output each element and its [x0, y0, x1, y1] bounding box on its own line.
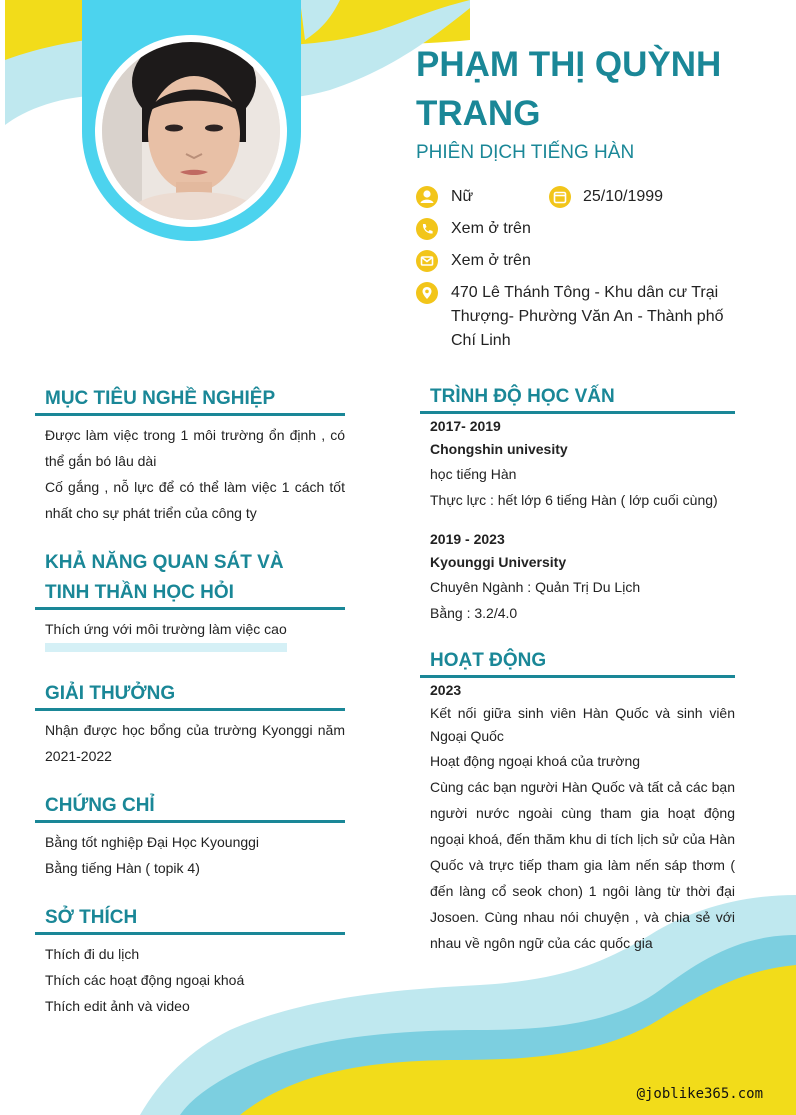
certificate-item: Bằng tốt nghiệp Đại Học Kyounggi: [45, 834, 260, 850]
activity-line: Quốc và trực tiếp tham gia làm nến sáp thơm (: [430, 857, 735, 873]
career-goal-line: Được làm việc trong 1 môi trường ổn định , có: [45, 427, 345, 443]
education-period: 2019 - 2023: [430, 531, 505, 547]
activities-title: HOẠT ĐỘNG: [430, 650, 547, 671]
birthday-value: 25/10/1999: [583, 188, 664, 205]
email-value: Xem ở trên: [451, 252, 531, 269]
hobby-item: Thích các hoạt động ngoại khoá: [45, 972, 245, 988]
education-school: Chongshin univesity: [430, 441, 568, 457]
activity-line: nhau về ngôn ngữ của các quốc gia: [430, 935, 653, 951]
candidate-name: PHẠM THỊ QUỲNH TRANG: [416, 45, 722, 133]
activity-line: đến làng cổ seok chon) 1 ngôi làng từ thời đại: [430, 883, 735, 899]
awards-rule: [35, 708, 345, 711]
career-goal-line: thể gắn bó lâu dài: [45, 453, 157, 469]
career-goal-rule: [35, 413, 345, 416]
education-period: 2017- 2019: [430, 418, 501, 434]
hobby-item: Thích đi du lịch: [45, 946, 140, 962]
awards-line: 2021-2022: [45, 748, 112, 764]
activity-line: Ngoại Quốc: [430, 728, 504, 744]
education-detail: học tiếng Hàn: [430, 466, 517, 482]
career-goal-line: Cố gắng , nỗ lực để có thể làm việc 1 cách tốt: [45, 479, 345, 495]
hobbies-title: SỞ THÍCH: [45, 907, 138, 928]
calendar-icon: [549, 186, 571, 208]
phone-icon: [416, 218, 438, 240]
skills-title-line1: KHẢ NĂNG QUAN SÁT VÀ: [45, 552, 284, 573]
watermark: @joblike365.com: [636, 1086, 763, 1102]
education-detail: Bằng : 3.2/4.0: [430, 605, 518, 621]
job-title: PHIÊN DỊCH TIẾNG HÀN: [416, 142, 635, 163]
activity-line: Cùng các bạn người Hàn Quốc và tất cả các bạn: [430, 779, 735, 795]
profile-photo: [102, 42, 280, 220]
education-detail: Chuyên Ngành : Quản Trị Du Lịch: [430, 579, 641, 595]
career-goal-title: MỤC TIÊU NGHỀ NGHIỆP: [45, 388, 276, 409]
career-goal-line: nhất cho sự phát triển của công ty: [45, 505, 257, 521]
certificates-title: CHỨNG CHỈ: [45, 795, 155, 816]
education-detail: Thực lực : hết lớp 6 tiếng Hàn ( lớp cuối cùng): [430, 492, 718, 508]
hobbies-rule: [35, 932, 345, 935]
skills-rule: [35, 607, 345, 610]
education-title: TRÌNH ĐỘ HỌC VẤN: [430, 386, 615, 407]
location-icon: [416, 282, 438, 304]
awards-title: GIẢI THƯỞNG: [45, 683, 176, 704]
education-school: Kyounggi University: [430, 554, 567, 570]
hobby-item: Thích edit ảnh và video: [45, 998, 190, 1014]
activity-line: Hoạt động ngoại khoá của trường: [430, 753, 641, 769]
activities-rule: [420, 675, 735, 678]
phone-value: Xem ở trên: [451, 220, 531, 237]
awards-line: Nhận được học bổng của trường Kyonggi năm: [45, 722, 345, 738]
activity-line: người nước ngoài cùng tham gia hoạt động: [430, 805, 735, 821]
certificates-rule: [35, 820, 345, 823]
activities-year: 2023: [430, 682, 462, 698]
mail-icon: [416, 250, 438, 272]
skills-text: Thích ứng với môi trường làm việc cao: [45, 621, 287, 637]
activity-line: Kết nối giữa sinh viên Hàn Quốc và sinh viên: [430, 705, 735, 721]
certificate-item: Bằng tiếng Hàn ( topik 4): [45, 860, 200, 876]
person-icon: [416, 186, 438, 208]
skills-title-line2: TINH THẦN HỌC HỎI: [45, 582, 234, 603]
gender-value: Nữ: [451, 188, 474, 205]
activity-line: Josoen. Cùng nhau nói chuyện , và chia sẻ với: [430, 909, 735, 925]
skill-level-bar: [45, 643, 287, 652]
address-value: 470 Lê Thánh Tông - Khu dân cư Trại Thượng- Phường Văn An - Thành phố Chí Linh: [451, 284, 724, 349]
activity-line: ngoại khoá, đến thăm khu di tích lịch sử của Hàn: [430, 831, 735, 847]
